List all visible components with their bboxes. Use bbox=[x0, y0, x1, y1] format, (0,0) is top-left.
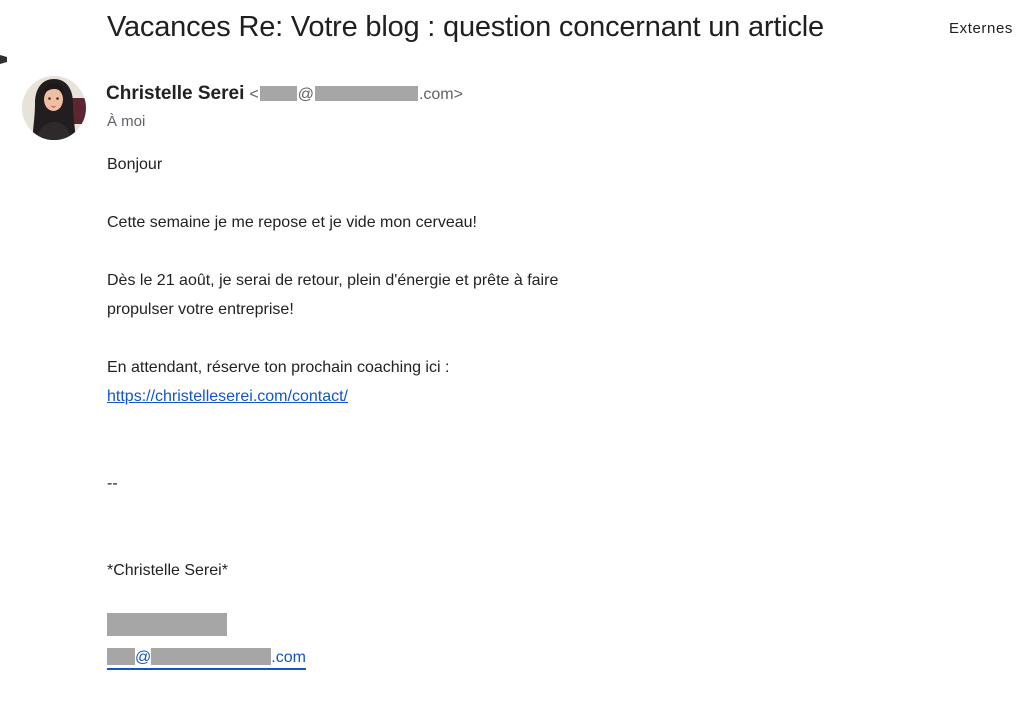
blank-line bbox=[107, 585, 558, 614]
signature-separator: -- bbox=[107, 475, 118, 492]
email-tld: .com bbox=[271, 649, 306, 666]
redacted-signature-line bbox=[107, 613, 227, 636]
body-para2-line1: Dès le 21 août, je serai de retour, plein d'énergie et prête à faire bbox=[107, 272, 559, 289]
sender-email-address: < @ .com> bbox=[249, 86, 463, 103]
coaching-link[interactable]: https://christelleserei.com/contact/ bbox=[107, 388, 348, 405]
redacted-email-local-part bbox=[260, 86, 297, 101]
blank-line bbox=[107, 527, 558, 556]
cutoff-edge-element bbox=[0, 55, 7, 64]
body-para2-line2: propulser votre entreprise! bbox=[107, 301, 294, 318]
redacted-signature-row bbox=[107, 614, 558, 643]
blank-line bbox=[107, 237, 558, 266]
redacted-email-local-part bbox=[107, 648, 135, 665]
email-at-symbol: @ bbox=[135, 649, 152, 666]
body-para1: Cette semaine je me repose et je vide mon cerveau! bbox=[107, 214, 477, 231]
signature-email-link[interactable] bbox=[107, 647, 306, 670]
blank-line bbox=[107, 324, 558, 353]
email-at-symbol: @ bbox=[297, 86, 314, 103]
blank-line bbox=[107, 179, 558, 208]
blank-line bbox=[107, 440, 558, 469]
blank-line bbox=[107, 498, 558, 527]
signature-email-row bbox=[107, 643, 558, 672]
redacted-email-domain bbox=[151, 648, 271, 665]
body-greeting: Bonjour bbox=[107, 156, 163, 173]
sender-header bbox=[106, 83, 463, 105]
sender-name[interactable]: Christelle Serei bbox=[106, 83, 245, 104]
recipient-label[interactable]: À moi bbox=[107, 113, 146, 130]
body-para3: En attendant, réserve ton prochain coaching ici : bbox=[107, 359, 450, 376]
coaching-link-line bbox=[107, 382, 558, 411]
redacted-email-domain bbox=[315, 86, 418, 101]
signature-name: *Christelle Serei* bbox=[107, 562, 228, 579]
external-label-chip[interactable]: Externes bbox=[949, 20, 1013, 37]
email-body bbox=[107, 150, 558, 672]
avatar-photo bbox=[22, 76, 86, 140]
blank-line bbox=[107, 411, 558, 440]
email-subject: Vacances Re: Votre blog : question concernant un article bbox=[107, 11, 824, 43]
sender-avatar[interactable] bbox=[22, 76, 86, 140]
